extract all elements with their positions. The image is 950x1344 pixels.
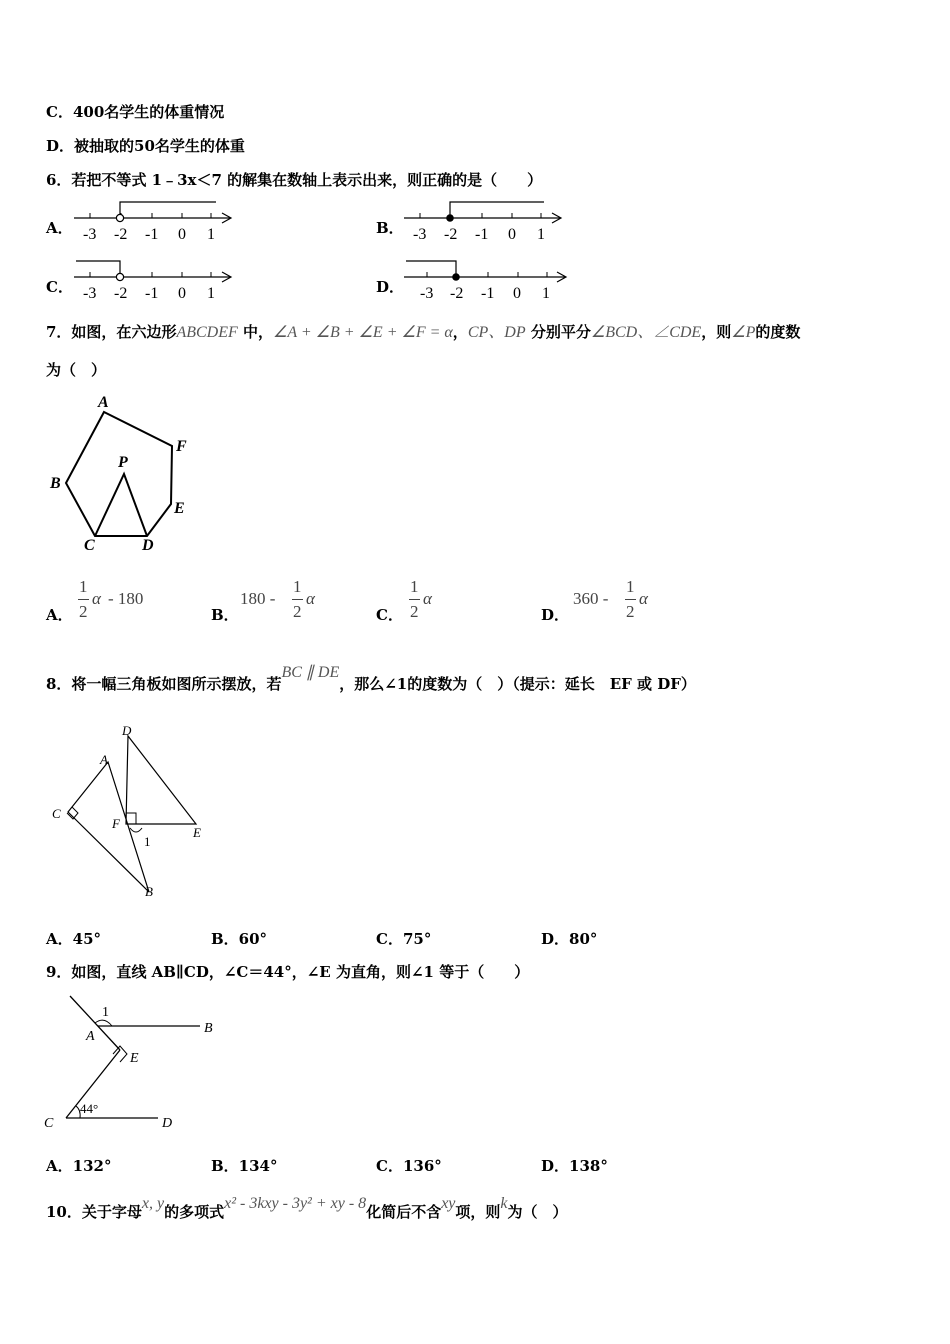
q9-option-c: C．136° [376, 1157, 442, 1175]
q6-numberline-b [400, 198, 570, 244]
svg-text:D: D [142, 537, 154, 554]
q7-hexagon-figure [44, 388, 214, 558]
svg-text:1: 1 [102, 1005, 109, 1020]
tick-label: 0 [178, 285, 186, 302]
q8-option-a: A．45° [46, 930, 102, 948]
q5-option-d: D．被抽取的50名学生的体重 [46, 137, 245, 155]
q5-option-c: C．400名学生的体重情况 [46, 103, 225, 121]
q7-stem: 7．如图，在六边形ABCDEF 中，∠A + ∠B + ∠E + ∠F = α，CP、DP 分别平分∠BCD、∠CDE，则∠P的度数 [46, 323, 801, 341]
tick-label: 1 [207, 285, 215, 302]
svg-text:D: D [162, 1116, 173, 1131]
q9-stem: 9．如图，直线 AB∥CD，∠C＝44°，∠E 为直角，则∠1 等于（ ） [46, 963, 530, 981]
tick-label: -2 [444, 226, 458, 243]
q6-label-a: A． [46, 219, 73, 237]
tick-label: -1 [481, 285, 495, 302]
tick-label: -3 [420, 285, 434, 302]
q8-option-b: B．60° [211, 930, 268, 948]
tick-label: -2 [450, 285, 464, 302]
q7-stem-line2: 为（ ） [46, 361, 107, 379]
q8-option-d: D．80° [541, 930, 598, 948]
svg-text:F: F [176, 438, 187, 455]
q9-option-d: D．138° [541, 1157, 608, 1175]
tick-label: -1 [145, 285, 159, 302]
svg-text:C: C [52, 806, 61, 821]
q6-label-d: D． [376, 278, 405, 296]
tick-label: -3 [83, 285, 97, 302]
q8-stem: 8．将一幅三角板如图所示摆放，若BC ∥ DE，那么∠1的度数为（ ）（提示：延长 EF 或 DF） [46, 664, 696, 693]
q8-triangles-figure [46, 722, 216, 902]
q7-label-b: B． [211, 606, 239, 624]
q6-label-c: C． [46, 278, 73, 296]
q9-option-a: A．132° [46, 1157, 112, 1175]
svg-text:P: P [118, 454, 128, 471]
tick-label: 0 [513, 285, 521, 302]
q6-stem: 6．若把不等式 1﹣3x＜7 的解集在数轴上表示出来，则正确的是（ ） [46, 171, 543, 189]
q6-label-b: B． [376, 219, 404, 237]
svg-text:E: E [193, 825, 201, 840]
q6-numberline-a [70, 198, 240, 244]
q7-label-d: D． [541, 606, 570, 624]
q8-option-c: C．75° [376, 930, 432, 948]
svg-text:F: F [112, 816, 120, 831]
tick-label: -1 [145, 226, 159, 243]
tick-label: 1 [537, 226, 545, 243]
svg-text:C: C [84, 537, 95, 554]
tick-label: -1 [475, 226, 489, 243]
svg-text:B: B [145, 884, 153, 899]
tick-label: 1 [542, 285, 550, 302]
q6-numberline-c [70, 257, 240, 303]
q10-stem: 10．关于字母x, y的多项式x² - 3kxy - 3y² + xy - 8化简后不含xy项，则k为（ ） [46, 1195, 568, 1221]
svg-text:A: A [86, 1029, 95, 1044]
svg-text:E: E [130, 1051, 139, 1066]
tick-label: -2 [114, 285, 128, 302]
svg-text:B: B [204, 1021, 213, 1036]
tick-label: 1 [207, 226, 215, 243]
svg-text:A: A [100, 752, 108, 767]
q9-option-b: B．134° [211, 1157, 278, 1175]
svg-text:44°: 44° [80, 1101, 99, 1116]
tick-label: -2 [114, 226, 128, 243]
svg-text:C: C [44, 1116, 54, 1131]
tick-label: -3 [83, 226, 97, 243]
q9-parallel-lines-figure [40, 990, 230, 1135]
svg-text:D: D [122, 723, 132, 738]
tick-label: 0 [178, 226, 186, 243]
q6-numberline-d [400, 257, 575, 303]
svg-text:A: A [98, 394, 109, 411]
q7-label-a: A． [46, 606, 73, 624]
q7-label-c: C． [376, 606, 403, 624]
tick-label: 0 [508, 226, 516, 243]
svg-text:1: 1 [144, 834, 151, 849]
svg-text:B: B [50, 475, 61, 492]
tick-label: -3 [413, 226, 427, 243]
svg-text:E: E [174, 500, 185, 517]
